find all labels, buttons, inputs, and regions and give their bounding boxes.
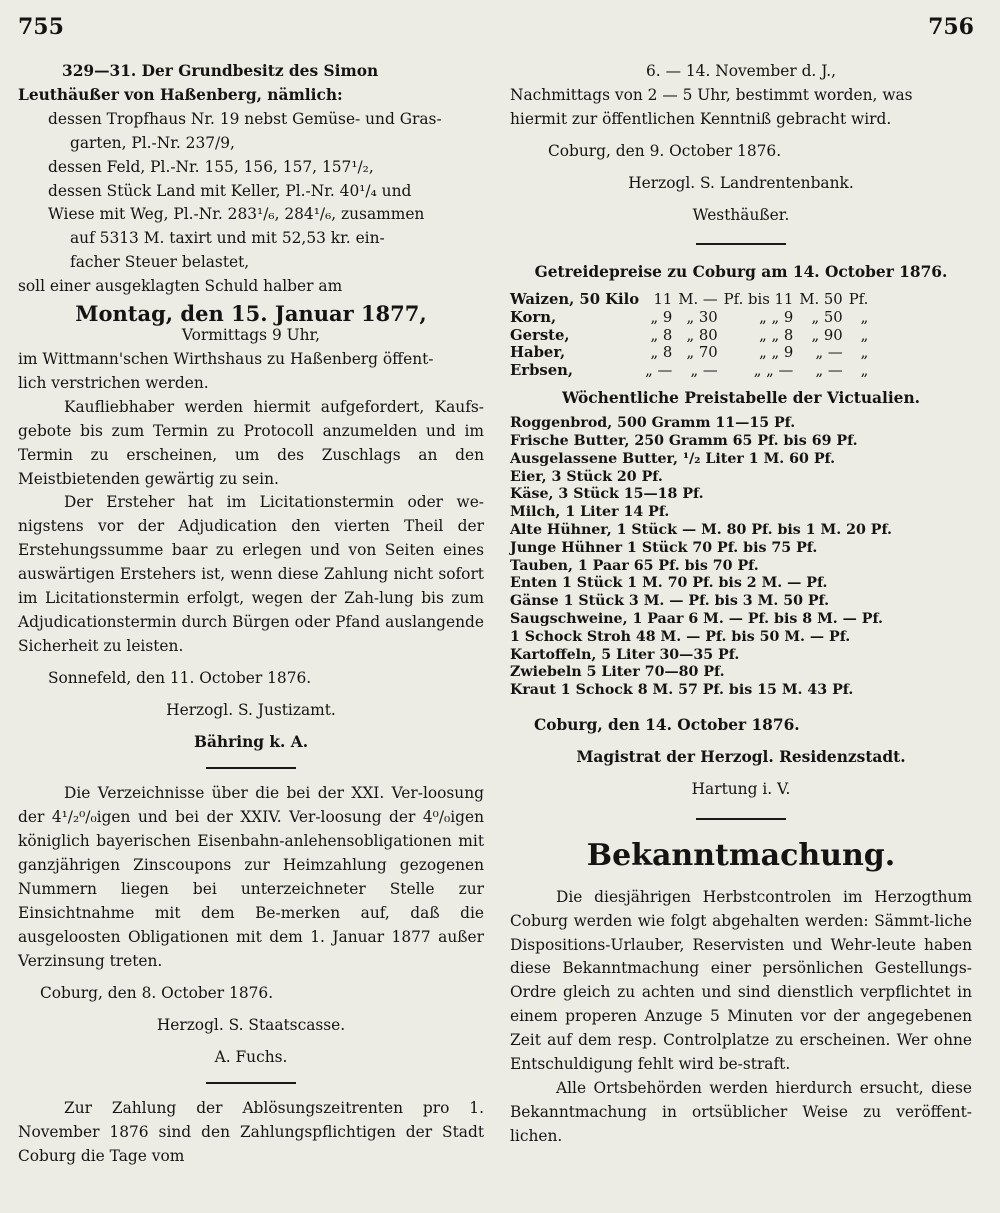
auction-line: im Wittmann'schen Wirthshaus zu Haßenberg öffent- bbox=[18, 349, 434, 368]
grain-price-cell: „ bbox=[860, 308, 869, 326]
grain-price-cell: „ 9 bbox=[650, 308, 673, 326]
grain-price-cell: „ 30 bbox=[686, 308, 718, 326]
victual-item: Alte Hühner, 1 Stück — M. 80 Pf. bis 1 M. 20 Pf. bbox=[510, 522, 893, 538]
grain-row bbox=[510, 362, 871, 380]
grain-price-cell: „ bbox=[860, 326, 869, 344]
auction-line: garten, Pl.-Nr. 237/9, bbox=[70, 133, 235, 152]
notice-rents-continued bbox=[510, 60, 972, 227]
announcement-title: Bekanntmachung. bbox=[586, 837, 896, 873]
victual-item: Frische Butter, 250 Gramm 65 Pf. bis 69 Pf. bbox=[510, 433, 858, 450]
victual-item: Kraut 1 Schock 8 M. 57 Pf. bis 15 M. 43 Pf. bbox=[510, 682, 854, 699]
notice-bonds bbox=[18, 782, 484, 1069]
grain-price-cell: „ bbox=[860, 361, 869, 379]
auction-time: Vormittags 9 Uhr, bbox=[181, 326, 321, 345]
left-column bbox=[18, 60, 484, 1169]
victual-item: Gänse 1 Stück 3 M. — Pf. bis 3 M. 50 Pf. bbox=[510, 593, 830, 610]
grain-price-cell: Pf. bis 11 bbox=[723, 291, 794, 309]
grain-row bbox=[510, 344, 871, 362]
grain-price-cell: „ „ 8 bbox=[759, 326, 794, 344]
grain-price-cell: „ 50 bbox=[811, 308, 843, 326]
auction-paragraph: Kaufliebhaber werden hiermit aufgefordert, Kaufs-gebote bis zum Termin zu Protocoll anzumelden und im Termin zu erscheinen, um des Zuschlags an den Meistbietenden gewärtig zu sein. bbox=[18, 397, 484, 488]
notice-announcement bbox=[510, 834, 972, 1149]
grain-price-cell: Pf. bbox=[848, 291, 869, 309]
auction-line: dessen Stück Land mit Keller, Pl.-Nr. 40¹/₄ und bbox=[48, 181, 412, 200]
grain-row bbox=[510, 291, 871, 309]
grain-price-cell: „ — bbox=[645, 361, 673, 379]
divider-rule bbox=[206, 1082, 296, 1084]
auction-heading-line2: Leuthäußer von Haßenberg, nämlich: bbox=[18, 85, 343, 104]
auction-place-date: Sonnefeld, den 11. October 1876. bbox=[48, 668, 312, 687]
victual-prices bbox=[510, 387, 972, 801]
grain-price-cell: „ „ 9 bbox=[759, 344, 794, 362]
victual-list bbox=[510, 415, 972, 700]
grain-price-cell: M. — bbox=[678, 291, 718, 309]
rents-line: hiermit zur öffentlichen Kenntniß gebracht wird. bbox=[510, 109, 892, 128]
grain-price-cell: „ 8 bbox=[650, 344, 673, 362]
grain-price-table bbox=[510, 291, 871, 379]
rents-paragraph: Zur Zahlung der Ablösungszeitrenten pro 1. November 1876 sind den Zahlungspflichtigen der Stadt Coburg die Tage vom bbox=[18, 1099, 484, 1166]
rents-office: Herzogl. S. Landrentenbank. bbox=[628, 173, 854, 192]
auction-signer: Bähring k. A. bbox=[193, 732, 309, 751]
victuals-title: Wöchentliche Preistabelle der Victualien. bbox=[561, 389, 921, 408]
grain-name-cell: Korn, bbox=[510, 308, 557, 326]
grain-name-cell: Haber, bbox=[510, 344, 566, 362]
victual-item: Eier, 3 Stück 20 Pf. bbox=[510, 468, 663, 485]
victual-item: Käse, 3 Stück 15—18 Pf. bbox=[510, 486, 704, 503]
victual-item: Milch, 1 Liter 14 Pf. bbox=[510, 504, 670, 521]
auction-line: Wiese mit Weg, Pl.-Nr. 283¹/₆, 284¹/₆, zusammen bbox=[48, 205, 425, 224]
victual-item: Kartoffeln, 5 Liter 30—35 Pf. bbox=[510, 646, 740, 663]
auction-paragraph: Der Ersteher hat im Licitationstermin oder we-nigstens vor der Adjudication den vierten Theil der Erstehungssumme baar zu erlegen und von Seiten eines auswärtigen Erstehers ist, wenn diese Zahlung nicht sofort im Licitationstermin erfolgt, wegen der Zah-lung bis zum Adjudicationstermin durch Bürgen oder Pfand auslangende Sicherheit zu leisten. bbox=[18, 493, 484, 655]
notice-rents bbox=[18, 1097, 484, 1169]
auction-line: facher Steuer belastet, bbox=[70, 253, 250, 272]
victual-item: Enten 1 Stück 1 M. 70 Pf. bis 2 M. — Pf. bbox=[510, 575, 828, 592]
grain-row bbox=[510, 327, 871, 345]
grain-price-cell: „ 90 bbox=[811, 326, 843, 344]
announcement-paragraph: Die diesjährigen Herbstcontrolen im Herzogthum Coburg werden wie folgt abgehalten werden: Sämmt-liche Dispositions-Urlauber, Reservisten und Wehr-leute haben diese Bekanntmachung einer persönlichen Gestellungs-Ordre gleich zu achten und sind dienstlich verpflichtet in einem properen Anzuge 5 Minuten vor der angegebenen Zeit auf dem resp. Controlplatze zu erscheinen. Wer ohne Entschuldigung fehlt wird be-straft. bbox=[510, 887, 972, 1074]
victual-item: Roggenbrod, 500 Gramm 11—15 Pf. bbox=[510, 415, 796, 432]
grain-row bbox=[510, 309, 871, 327]
announcement-paragraph: Alle Ortsbehörden werden hierdurch ersucht, diese Bekanntmachung in ortsüblicher Weise zu veröffent-lichen. bbox=[510, 1078, 972, 1145]
right-column bbox=[510, 60, 972, 1149]
victual-item: Junge Hühner 1 Stück 70 Pf. bis 75 Pf. bbox=[510, 539, 818, 556]
grain-price-cell: 11 bbox=[653, 291, 673, 309]
page-number-right: 756 bbox=[928, 14, 974, 40]
bonds-place-date: Coburg, den 8. October 1876. bbox=[40, 983, 274, 1002]
bonds-paragraph: Die Verzeichnisse über die bei der XXI. Ver-loosung der 4¹/₂⁰/₀igen und bei der XXIV. Ver-loosung der 4⁰/₀igen königlich bayerischen Eisenbahn-anlehensobligationen mit ganzjährigen Zinscoupons zur Heimzahlung gezogenen Nummern liegen bei unterzeichneter Stelle zur Einsichtnahme mit dem Be-merken auf, daß die ausgeloosten Obligationen mit dem 1. Januar 1877 außer Verzinsung treten. bbox=[18, 784, 484, 970]
grain-price-cell: „ „ 9 bbox=[759, 308, 794, 326]
auction-line: lich verstrichen werden. bbox=[18, 373, 209, 392]
victuals-signer: Hartung i. V. bbox=[691, 779, 791, 798]
grain-price-cell: „ — bbox=[815, 344, 843, 362]
rents-line: Nachmittags von 2 — 5 Uhr, bestimmt worden, was bbox=[510, 85, 913, 104]
auction-line: dessen Feld, Pl.-Nr. 155, 156, 157, 157¹/₂, bbox=[48, 157, 374, 176]
victual-item: Zwiebeln 5 Liter 70—80 Pf. bbox=[510, 664, 725, 681]
rents-place-date: Coburg, den 9. October 1876. bbox=[548, 141, 782, 160]
grain-name-cell: Erbsen, bbox=[510, 361, 574, 379]
grain-price-cell: „ 8 bbox=[650, 326, 673, 344]
notice-auction bbox=[18, 60, 484, 754]
victual-item: Tauben, 1 Paar 65 Pf. bis 70 Pf. bbox=[510, 557, 759, 574]
auction-line: auf 5313 M. taxirt und mit 52,53 kr. ein- bbox=[70, 229, 385, 248]
grain-price-cell: „ — bbox=[815, 361, 843, 379]
auction-line: dessen Tropfhaus Nr. 19 nebst Gemüse- und Gras- bbox=[48, 109, 442, 128]
grain-name-cell: Waizen, 50 Kilo bbox=[510, 291, 640, 309]
grain-price-cell: „ 80 bbox=[686, 326, 718, 344]
auction-date: Montag, den 15. Januar 1877, bbox=[75, 301, 427, 327]
grain-price-cell: „ „ — bbox=[753, 361, 794, 379]
auction-office: Herzogl. S. Justizamt. bbox=[166, 700, 336, 719]
page-number-left: 755 bbox=[18, 14, 64, 40]
victual-item: Ausgelassene Butter, ¹/₂ Liter 1 M. 60 Pf. bbox=[510, 450, 836, 467]
bonds-signer: A. Fuchs. bbox=[214, 1047, 288, 1066]
grain-prices bbox=[510, 261, 972, 379]
bonds-office: Herzogl. S. Staatscasse. bbox=[156, 1015, 346, 1034]
auction-heading-line1: 329—31. Der Grundbesitz des Simon bbox=[62, 62, 379, 80]
victual-item: Saugschweine, 1 Paar 6 M. — Pf. bis 8 M. — Pf. bbox=[510, 610, 883, 627]
victuals-office: Magistrat der Herzogl. Residenzstadt. bbox=[576, 747, 906, 766]
victuals-place-date: Coburg, den 14. October 1876. bbox=[534, 715, 800, 734]
grain-price-cell: „ — bbox=[690, 361, 718, 379]
grain-price-cell: „ bbox=[860, 344, 869, 362]
grain-price-cell: „ 70 bbox=[686, 344, 718, 362]
grain-name-cell: Gerste, bbox=[510, 326, 570, 344]
rents-signer: Westhäußer. bbox=[692, 205, 790, 224]
victual-item: 1 Schock Stroh 48 M. — Pf. bis 50 M. — Pf. bbox=[510, 628, 851, 645]
rents-dates: 6. — 14. November d. J., bbox=[646, 62, 836, 80]
divider-rule bbox=[696, 818, 786, 820]
divider-rule bbox=[696, 243, 786, 245]
grain-title: Getreidepreise zu Coburg am 14. October 1876. bbox=[534, 263, 948, 282]
auction-line: soll einer ausgeklagten Schuld halber am bbox=[18, 277, 343, 296]
grain-price-cell: M. 50 bbox=[799, 291, 843, 309]
divider-rule bbox=[206, 767, 296, 769]
